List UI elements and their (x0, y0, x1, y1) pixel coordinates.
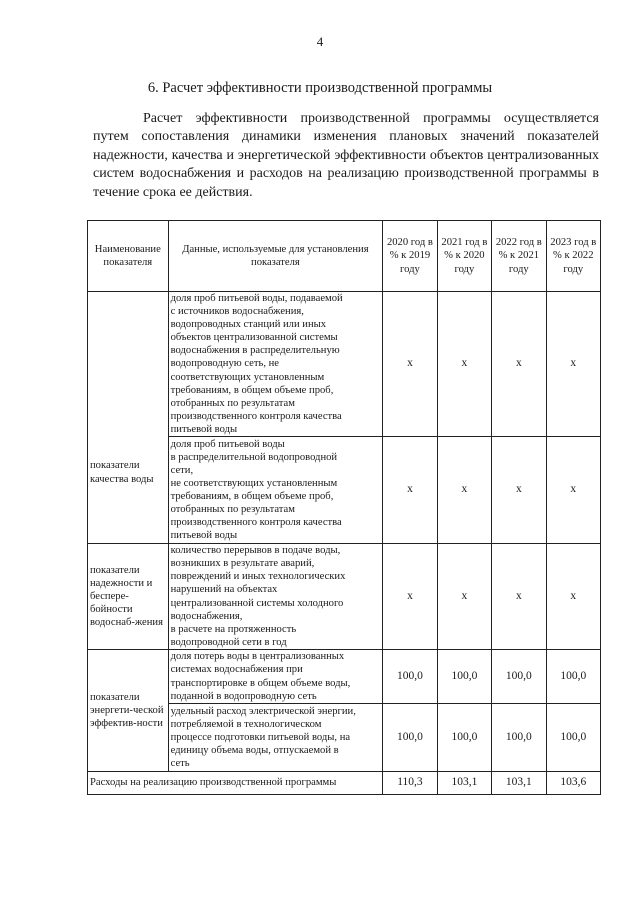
group-name-reliability: показатели надежности и беспере-бойности водоснаб-жения (88, 544, 169, 650)
table-total-row (88, 772, 601, 795)
header-2021: 2021 год в % к 2020 году (437, 221, 491, 292)
row-description: доля потерь воды в централизованных системах водоснабжения при транспортировке в общем объеме воды, поданной в водопроводную сеть (168, 650, 383, 704)
row-value-2021: 100,0 (437, 704, 491, 772)
group-name-energy: показатели энергети-ческой эффектив-ности (88, 650, 169, 772)
row-value-2023: x (546, 544, 600, 650)
row-value-2021: x (437, 437, 491, 544)
row-value-2022: x (492, 437, 546, 544)
intro-paragraph: Расчет эффективности производственной программы осуществляется путем сопоставления динамики изменения плановых значений показателей надежности, качества и энергетической эффективности объектов централизованных систем водоснабжения и расходов на реализацию производственной программы в течение срока ее действия. (93, 111, 599, 200)
section-title: 6. Расчет эффективности производственной программы (147, 80, 493, 96)
row-value-2023: 100,0 (546, 704, 600, 772)
total-label: Расходы на реализацию производственной программы (88, 772, 383, 795)
page-number: 4 (316, 34, 324, 49)
group-name-quality: показатели качества воды (88, 292, 169, 544)
table-row (88, 544, 601, 650)
header-2023: 2023 год в % к 2022 году (546, 221, 600, 292)
indicators-table (87, 220, 601, 795)
row-value-2021: x (437, 544, 491, 650)
header-2022: 2022 год в % к 2021 году (492, 221, 546, 292)
row-description: количество перерывов в подаче воды, возникших в результате аварий, повреждений и иных технологических нарушений на объектах централизованной системы холодного водоснабжения, в расчете на протяженность водопроводной сети в год (168, 544, 383, 650)
row-value-2021: x (437, 292, 491, 437)
total-value-2022: 103,1 (492, 772, 546, 795)
row-value-2022: x (492, 292, 546, 437)
table-header-row (88, 221, 601, 292)
row-description: удельный расход электрической энергии, потребляемой в технологическом процессе подготовки питьевой воды, на единицу объема воды, отпускаемой в сеть (168, 704, 383, 772)
row-value-2020: 100,0 (383, 650, 437, 704)
total-value-2020: 110,3 (383, 772, 437, 795)
row-description: доля проб питьевой воды в распределительной водопроводной сети, не соответствующих установленным требованиям, в общем объеме проб, отобранных по результатам производственного контроля качества питьевой воды (168, 437, 383, 544)
row-description: доля проб питьевой воды, подаваемой с источников водоснабжения, водопроводных станций или иных объектов централизованной системы водоснабжения в распределительную водопроводную сеть, не соответствующих установленным требованиям, в общем объеме проб, отобранных по результатам производственного контроля качества питьевой воды (168, 292, 383, 437)
header-2020: 2020 год в % к 2019 году (383, 221, 437, 292)
total-value-2023: 103,6 (546, 772, 600, 795)
table-row (88, 650, 601, 704)
row-value-2023: x (546, 292, 600, 437)
row-value-2022: x (492, 544, 546, 650)
header-name: Наименование показателя (88, 221, 169, 292)
table-row (88, 292, 601, 437)
row-value-2020: 100,0 (383, 704, 437, 772)
row-value-2022: 100,0 (492, 650, 546, 704)
row-value-2020: x (383, 544, 437, 650)
row-value-2021: 100,0 (437, 650, 491, 704)
row-value-2022: 100,0 (492, 704, 546, 772)
row-value-2023: x (546, 437, 600, 544)
row-value-2020: x (383, 437, 437, 544)
header-data: Данные, используемые для установления показателя (168, 221, 383, 292)
row-value-2023: 100,0 (546, 650, 600, 704)
row-value-2020: x (383, 292, 437, 437)
total-value-2021: 103,1 (437, 772, 491, 795)
